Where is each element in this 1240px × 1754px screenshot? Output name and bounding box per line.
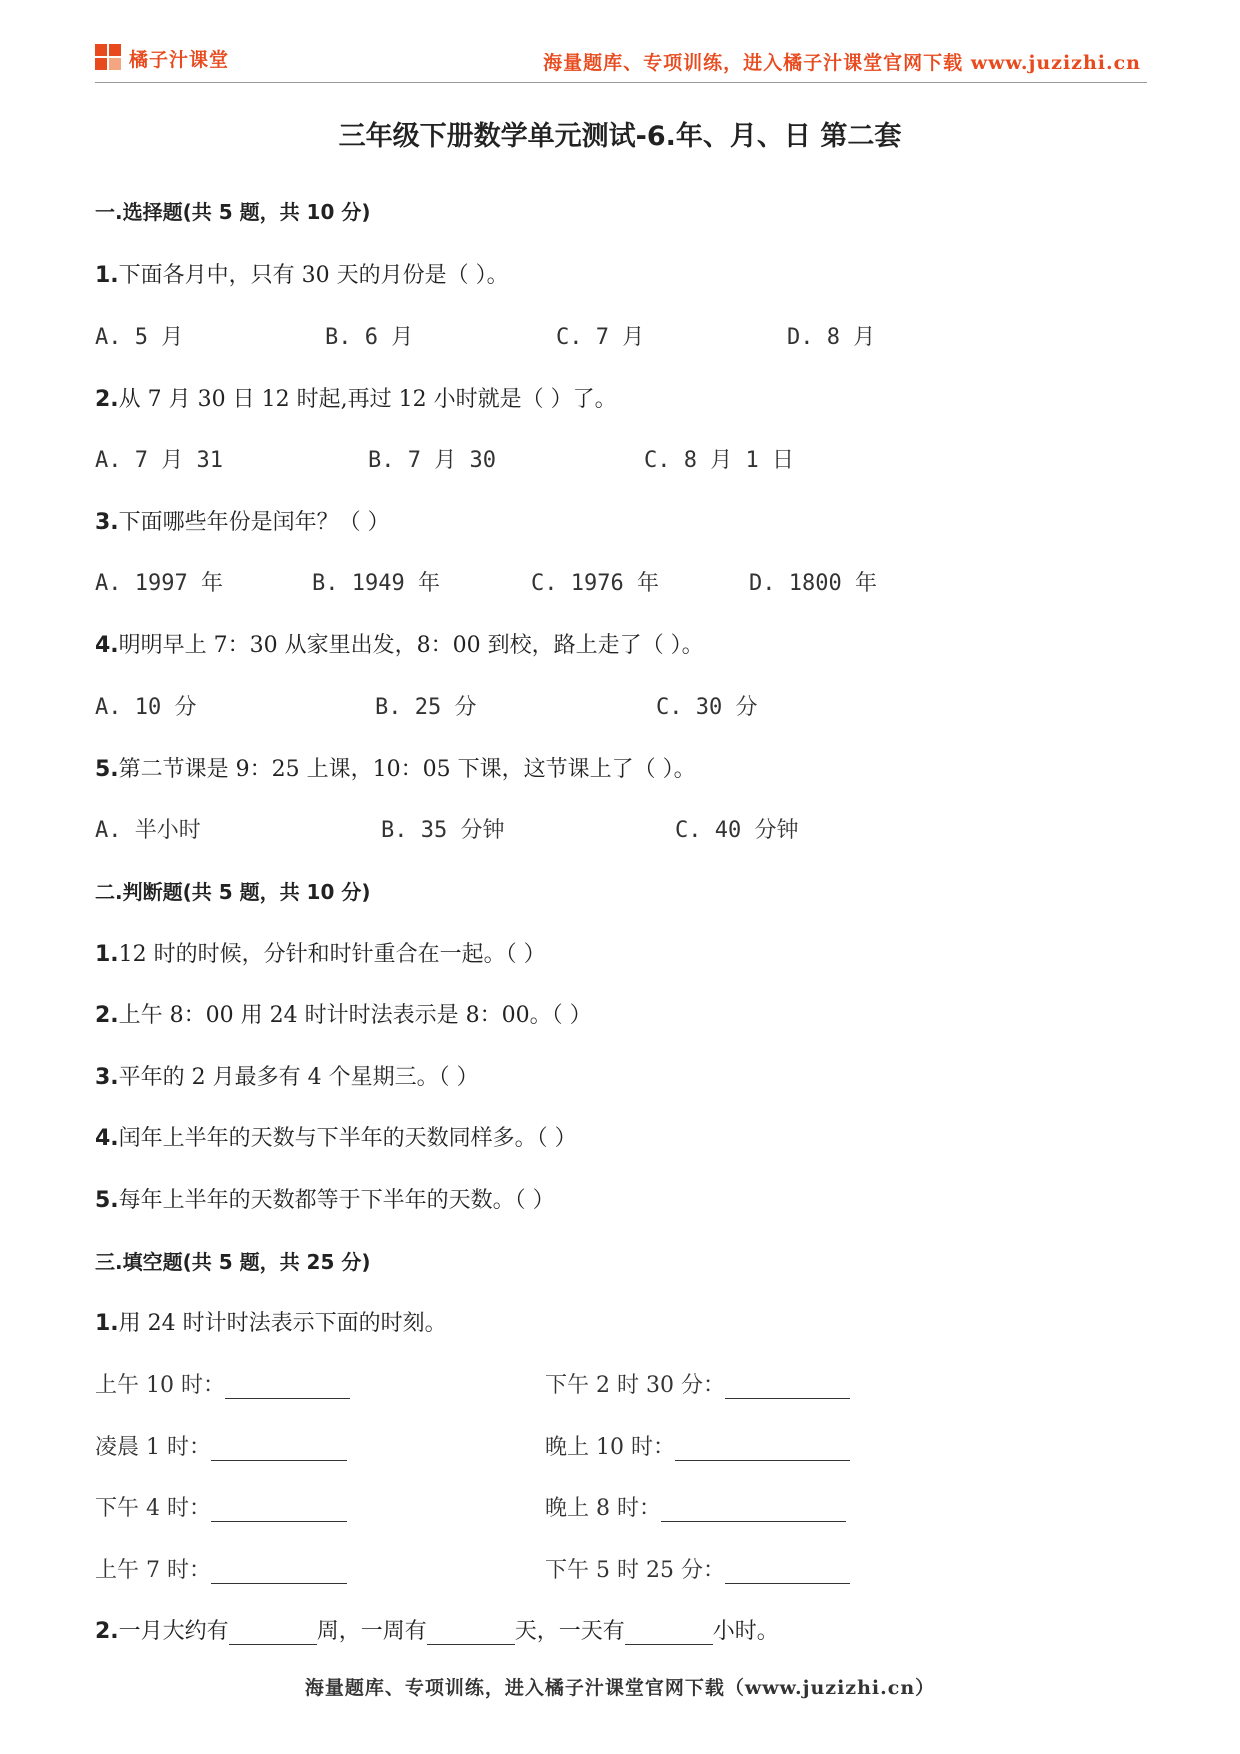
fill-label: 上午 10 时： [95, 1373, 225, 1398]
option-c: C. 30 分 [656, 695, 758, 720]
question-text: 上午 8：00 用 24 时计时法表示是 8：00。（ ） [118, 1003, 592, 1028]
option-c: C. 7 月 [556, 325, 645, 350]
option-d: D. 1800 年 [749, 571, 877, 596]
question-text: 周，一周有 [316, 1619, 427, 1644]
question-number: 2. [95, 1619, 119, 1644]
answer-blank[interactable] [625, 1620, 713, 1645]
section-heading-choice: 一.选择题(共 5 题，共 10 分) [95, 200, 371, 224]
choice-question-2 [95, 382, 617, 413]
fill-label: 下午 2 时 30 分： [545, 1373, 725, 1398]
choice-question-1 [95, 258, 509, 289]
answer-blank[interactable] [225, 1374, 350, 1399]
question-text: 每年上半年的天数都等于下半年的天数。（ ） [118, 1188, 555, 1213]
fill-item [95, 1368, 350, 1399]
question-number: 3. [95, 510, 119, 535]
question-number: 2. [95, 1003, 119, 1028]
fill-question-1 [95, 1306, 447, 1337]
question-text: 用 24 时计时法表示下面的时刻。 [118, 1311, 447, 1336]
question-number: 5. [95, 757, 119, 782]
question-text: 一月大约有 [118, 1619, 229, 1644]
fill-item [545, 1430, 850, 1461]
question-number: 3. [95, 1065, 119, 1090]
fill-label: 下午 4 时： [95, 1496, 211, 1521]
question-number: 4. [95, 1126, 119, 1151]
answer-blank[interactable] [725, 1559, 850, 1584]
answer-blank[interactable] [675, 1436, 850, 1461]
fill-label: 上午 7 时： [95, 1558, 211, 1583]
option-b: B. 25 分 [375, 695, 477, 720]
fill-label: 下午 5 时 25 分： [545, 1558, 725, 1583]
option-d: D. 8 月 [787, 325, 876, 350]
option-a: A. 10 分 [95, 695, 197, 720]
judge-question-3 [95, 1060, 479, 1091]
fill-label: 晚上 10 时： [545, 1435, 675, 1460]
option-a: A. 7 月 31 [95, 448, 223, 473]
fill-label: 凌晨 1 时： [95, 1435, 211, 1460]
judge-question-4 [95, 1121, 577, 1152]
option-c: C. 1976 年 [531, 571, 659, 596]
answer-blank[interactable] [229, 1620, 317, 1645]
question-text: 第二节课是 9：25 上课，10：05 下课，这节课上了（ ）。 [118, 757, 696, 782]
question-text: 闰年上半年的天数与下半年的天数同样多。（ ） [118, 1126, 577, 1151]
judge-question-5 [95, 1183, 555, 1214]
section-heading-fill: 三.填空题(共 5 题，共 25 分) [95, 1250, 371, 1274]
option-b: B. 7 月 30 [368, 448, 496, 473]
fill-question-2 [95, 1614, 779, 1645]
judge-question-2 [95, 998, 592, 1029]
option-a: A. 5 月 [95, 325, 184, 350]
option-b: B. 35 分钟 [381, 818, 505, 843]
question-number: 1. [95, 942, 119, 967]
answer-blank[interactable] [661, 1497, 846, 1522]
option-b: B. 6 月 [325, 325, 414, 350]
answer-blank[interactable] [211, 1436, 347, 1461]
answer-blank[interactable] [427, 1620, 515, 1645]
answer-blank[interactable] [725, 1374, 850, 1399]
option-b: B. 1949 年 [312, 571, 440, 596]
question-number: 1. [95, 263, 119, 288]
question-number: 4. [95, 633, 119, 658]
question-text: 天，一天有 [514, 1619, 625, 1644]
fill-item [95, 1491, 347, 1522]
question-text: 下面各月中，只有 30 天的月份是（ ）。 [118, 263, 509, 288]
choice-question-4 [95, 628, 704, 659]
fill-item [545, 1553, 850, 1584]
logo-text: 橘子汁课堂 [129, 48, 230, 71]
question-text: 明明早上 7：30 从家里出发，8：00 到校，路上走了（ ）。 [118, 633, 704, 658]
logo [95, 44, 229, 72]
page-footer: 海量题库、专项训练，进入橘子汁课堂官网下载（www.juzizhi.cn） [304, 1677, 936, 1699]
question-text: 平年的 2 月最多有 4 个星期三。（ ） [118, 1065, 479, 1090]
judge-question-1 [95, 937, 546, 968]
question-text: 小时。 [712, 1619, 779, 1644]
option-a: A. 1997 年 [95, 571, 223, 596]
fill-item [95, 1553, 347, 1584]
page-header [95, 38, 1147, 83]
option-c: C. 8 月 1 日 [644, 448, 794, 473]
option-a: A. 半小时 [95, 818, 201, 843]
answer-blank[interactable] [211, 1559, 347, 1584]
question-number: 5. [95, 1188, 119, 1213]
logo-icon [95, 44, 123, 72]
choice-question-3 [95, 505, 390, 536]
answer-blank[interactable] [211, 1497, 347, 1522]
question-number: 2. [95, 387, 119, 412]
page-title: 三年级下册数学单元测试-6.年、月、日 第二套 [338, 121, 902, 152]
option-c: C. 40 分钟 [675, 818, 799, 843]
fill-label: 晚上 8 时： [545, 1496, 661, 1521]
fill-item [545, 1368, 850, 1399]
fill-item [545, 1491, 846, 1522]
question-text: 从 7 月 30 日 12 时起,再过 12 小时就是（ ）了。 [118, 387, 617, 412]
section-heading-judge: 二.判断题(共 5 题，共 10 分) [95, 880, 371, 904]
question-text: 下面哪些年份是闰年？（ ） [118, 510, 390, 535]
header-tagline: 海量题库、专项训练，进入橘子汁课堂官网下载 www.juzizhi.cn [543, 52, 1141, 74]
fill-item [95, 1430, 347, 1461]
choice-question-5 [95, 752, 696, 783]
question-text: 12 时的时候，分针和时针重合在一起。（ ） [118, 942, 546, 967]
question-number: 1. [95, 1311, 119, 1336]
